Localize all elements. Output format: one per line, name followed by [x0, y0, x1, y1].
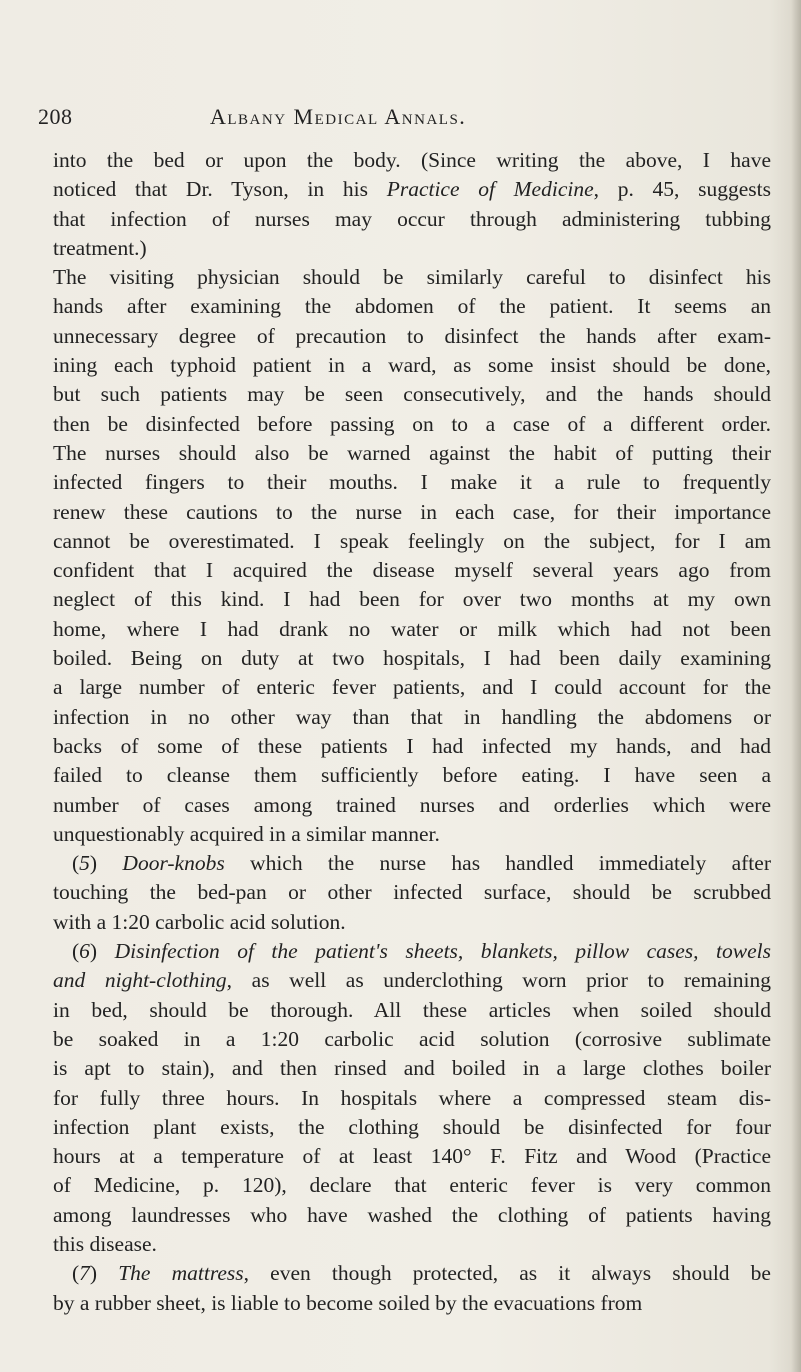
- text-run: among laundresses who have washed the clothing of patients having: [53, 1202, 771, 1227]
- text-line: [53, 732, 771, 761]
- text-run: is apt to stain), and then rinsed and boiled in a large clothes boiler: [53, 1056, 771, 1081]
- text-line: [53, 703, 771, 732]
- paragraph: [53, 1259, 771, 1318]
- text-run: ): [89, 1261, 119, 1286]
- text-line: [53, 996, 771, 1025]
- text-line: [53, 175, 771, 204]
- text-line: [53, 292, 771, 321]
- text-line: [53, 263, 771, 292]
- text-run: (: [72, 851, 80, 876]
- text-run: which the nurse has handled immediately after: [224, 851, 771, 876]
- text-line: [53, 761, 771, 790]
- text-run: , p. 45, suggests: [593, 177, 771, 202]
- text-line: [53, 234, 771, 263]
- text-line: [53, 322, 771, 351]
- page-number: 208: [38, 104, 73, 129]
- text-run: renew these cautions to the nurse in each case, for their importance: [53, 499, 771, 524]
- text-line: [53, 527, 771, 556]
- text-run: infection plant exists, the clothing should be disinfected for four: [53, 1114, 771, 1139]
- running-title: Albany Medical Annals.: [210, 104, 467, 129]
- text-line: [53, 556, 771, 585]
- text-run: ining each typhoid patient in a ward, as some insist should be done,: [53, 353, 771, 378]
- text-run: number of cases among trained nurses and orderlies which were: [53, 792, 771, 817]
- text-line: [53, 1084, 771, 1113]
- text-run: neglect of this kind. I had been for over two months at my own: [53, 587, 771, 612]
- text-run: The visiting physician should be similarly careful to disinfect his: [53, 265, 771, 290]
- text-run: , even though protected, as it always should be: [243, 1261, 771, 1286]
- italic-text: Practice of Medicine: [386, 177, 594, 202]
- text-line: [53, 820, 771, 849]
- text-run: The nurses should also be warned against the habit of putting their: [53, 440, 771, 465]
- text-line: [53, 937, 771, 966]
- text-line: [53, 351, 771, 380]
- text-line: [53, 380, 771, 409]
- text-run: then be disinfected before passing on to a case of a different order.: [53, 411, 771, 436]
- text-line: [53, 1142, 771, 1171]
- text-line: [53, 468, 771, 497]
- text-line: [53, 410, 771, 439]
- text-line: [53, 1259, 771, 1288]
- page-header: [0, 100, 801, 136]
- italic-text: 5: [79, 851, 90, 876]
- paragraph: [53, 146, 771, 263]
- page-edge-shadow: [791, 0, 801, 1372]
- text-run: failed to cleanse them sufficiently before eating. I have seen a: [53, 763, 771, 788]
- text-run: unnecessary degree of precaution to disinfect the hands after exam-: [53, 323, 771, 348]
- text-line: [53, 1025, 771, 1054]
- text-line: [53, 1113, 771, 1142]
- text-run: ): [89, 851, 123, 876]
- text-line: [53, 644, 771, 673]
- text-line: [53, 849, 771, 878]
- paragraph: [53, 263, 771, 849]
- text-run: infection in no other way than that in handling the abdomens or: [53, 704, 771, 729]
- text-line: [53, 1289, 771, 1318]
- text-run: hours at a temperature of at least 140° F. Fitz and Wood (Practice: [53, 1144, 771, 1169]
- text-run: home, where I had drank no water or milk which had not been: [53, 616, 771, 641]
- text-run: unquestionably acquired in a similar manner.: [53, 821, 440, 846]
- text-run: treatment.): [53, 235, 147, 260]
- text-line: [53, 908, 771, 937]
- text-run: , as well as underclothing worn prior to remaining: [226, 968, 771, 993]
- text-run: a large number of enteric fever patients, and I could account for the: [53, 675, 771, 700]
- text-line: [53, 1054, 771, 1083]
- text-run: hands after examining the abdomen of the patient. It seems an: [53, 294, 771, 319]
- italic-text: Disinfection of the patient's sheets, blankets, pillow cases, towels: [114, 939, 771, 964]
- text-run: backs of some of these patients I had infected my hands, and had: [53, 733, 771, 758]
- italic-text: The mattress: [118, 1261, 244, 1286]
- text-line: [53, 791, 771, 820]
- text-run: infected fingers to their mouths. I make it a rule to frequently: [53, 470, 771, 495]
- italic-text: 6: [79, 939, 90, 964]
- text-line: [53, 878, 771, 907]
- italic-text: 7: [79, 1261, 90, 1286]
- text-run: boiled. Being on duty at two hospitals, I had been daily examining: [53, 646, 771, 671]
- text-run: cannot be overestimated. I speak feelingly on the subject, for I am: [53, 528, 771, 553]
- text-line: [53, 439, 771, 468]
- text-line: [53, 146, 771, 175]
- text-run: (: [72, 939, 80, 964]
- italic-text: Door-knobs: [122, 851, 225, 876]
- text-run: that infection of nurses may occur through administering tubbing: [53, 206, 771, 231]
- text-line: [53, 1171, 771, 1200]
- text-run: be soaked in a 1:20 carbolic acid solution (corrosive sublimate: [53, 1026, 771, 1051]
- italic-text: and night-clothing: [53, 968, 227, 993]
- text-line: [53, 673, 771, 702]
- text-run: for fully three hours. In hospitals where a compressed steam dis-: [53, 1085, 771, 1110]
- body-text: [53, 146, 771, 1318]
- text-run: noticed that Dr. Tyson, in his: [53, 177, 387, 202]
- text-run: of Medicine, p. 120), declare that enteric fever is very common: [53, 1173, 771, 1198]
- text-run: but such patients may be seen consecutively, and the hands should: [53, 382, 771, 407]
- text-run: (: [72, 1261, 80, 1286]
- text-line: [53, 1230, 771, 1259]
- paragraph: [53, 937, 771, 1259]
- text-run: into the bed or upon the body. (Since writing the above, I have: [53, 148, 771, 172]
- text-run: touching the bed-pan or other infected surface, should be scrubbed: [53, 880, 771, 905]
- paragraph: [53, 849, 771, 937]
- text-run: ): [89, 939, 115, 964]
- text-run: in bed, should be thorough. All these articles when soiled should: [53, 997, 771, 1022]
- text-run: by a rubber sheet, is liable to become soiled by the evacuations from: [53, 1290, 643, 1315]
- text-run: with a 1:20 carbolic acid solution.: [53, 909, 346, 934]
- text-line: [53, 1201, 771, 1230]
- text-run: this disease.: [53, 1231, 157, 1256]
- text-line: [53, 585, 771, 614]
- text-line: [53, 966, 771, 995]
- text-line: [53, 205, 771, 234]
- text-line: [53, 615, 771, 644]
- text-line: [53, 498, 771, 527]
- text-run: confident that I acquired the disease myself several years ago from: [53, 558, 771, 583]
